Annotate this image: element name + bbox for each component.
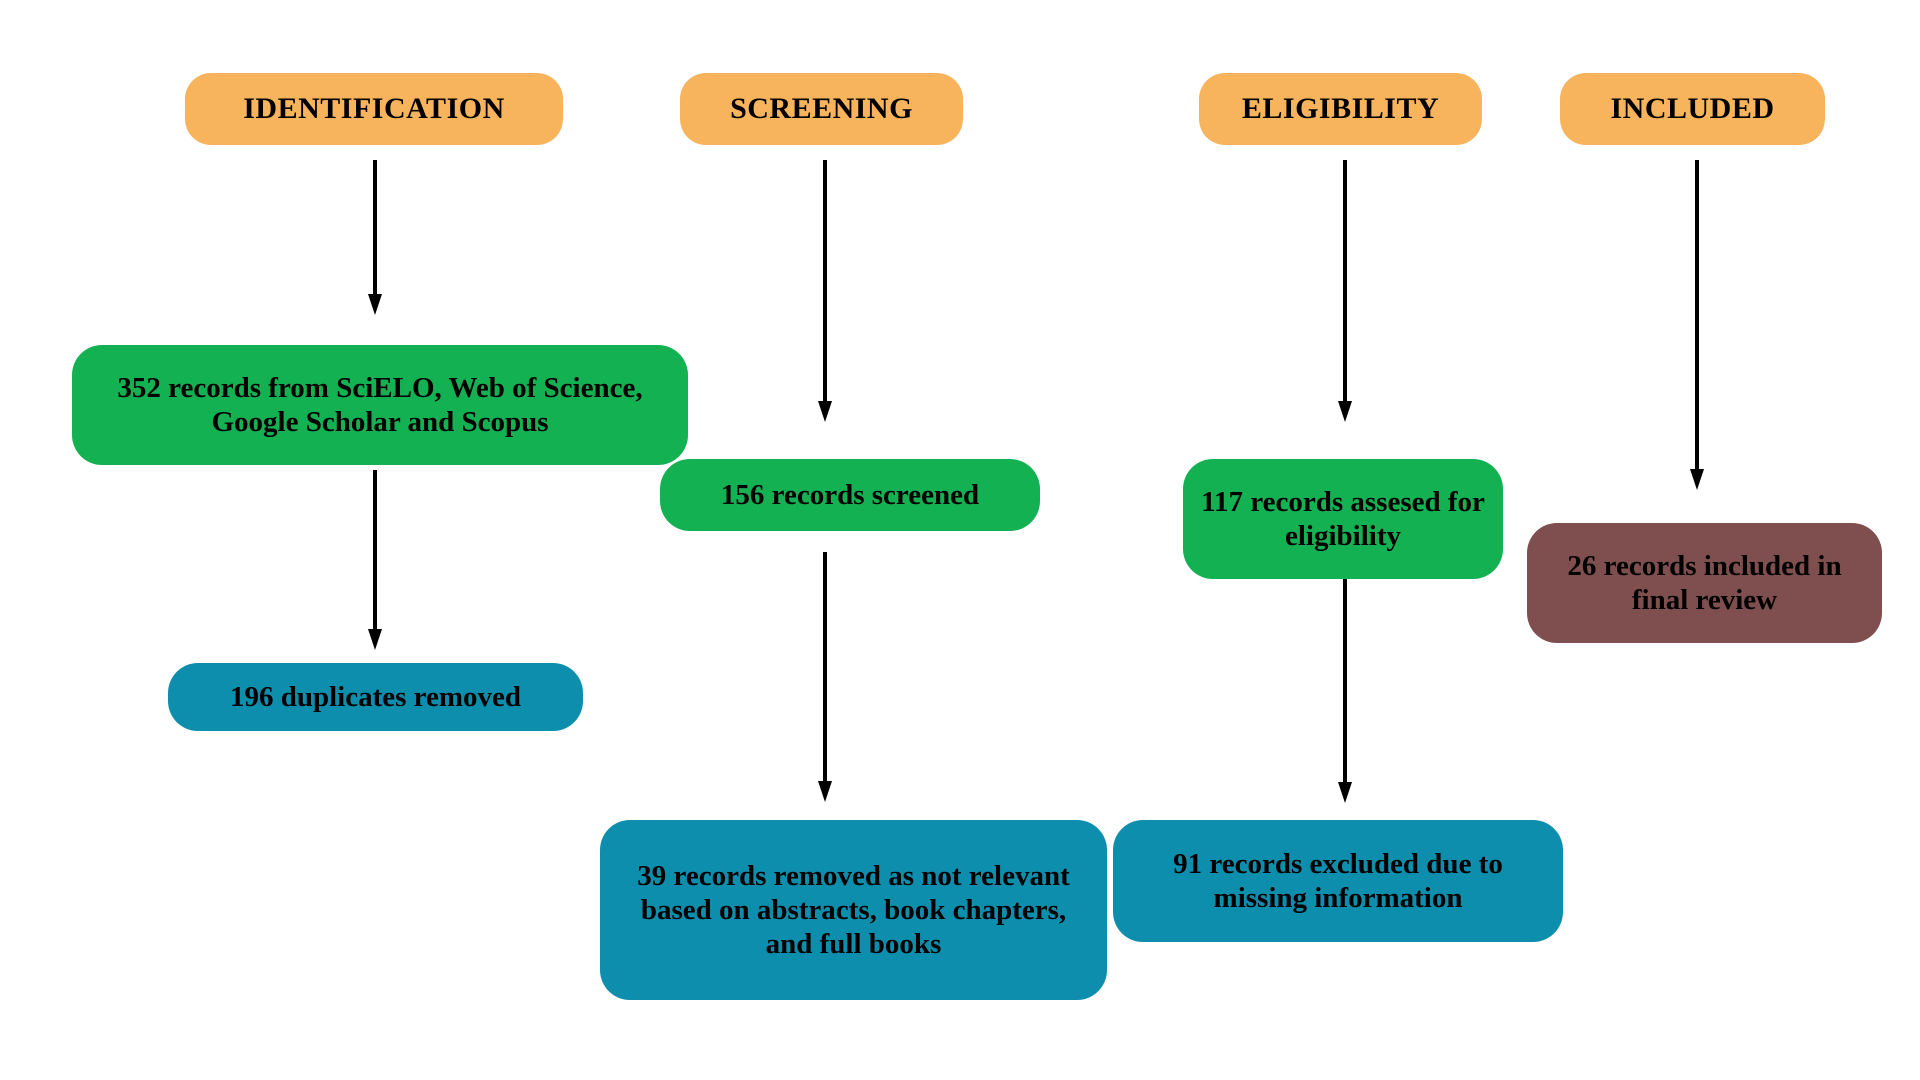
arrow-screened-to-removed (818, 552, 832, 802)
box-records-found: 352 records from SciELO, Web of Science, Google Scholar and Scopus (72, 345, 688, 465)
arrow-identification-to-records (368, 160, 382, 315)
arrow-screening-to-screened (818, 160, 832, 422)
stage-header-screening: SCREENING (680, 73, 963, 145)
arrow-assessed-to-excluded (1338, 578, 1352, 803)
box-records-assessed: 117 records assesed for eligibility (1183, 459, 1503, 579)
box-records-excluded-missing-info: 91 records excluded due to missing information (1113, 820, 1563, 942)
box-duplicates-removed: 196 duplicates removed (168, 663, 583, 731)
box-records-included-final: 26 records included in final review (1527, 523, 1882, 643)
arrow-included-to-final (1690, 160, 1704, 490)
box-records-screened: 156 records screened (660, 459, 1040, 531)
stage-header-identification: IDENTIFICATION (185, 73, 563, 145)
stage-header-included: INCLUDED (1560, 73, 1825, 145)
arrow-eligibility-to-assessed (1338, 160, 1352, 422)
stage-header-eligibility: ELIGIBILITY (1199, 73, 1482, 145)
arrow-records-to-duplicates (368, 470, 382, 650)
box-records-removed-not-relevant: 39 records removed as not relevant based on abstracts, book chapters, and full books (600, 820, 1107, 1000)
